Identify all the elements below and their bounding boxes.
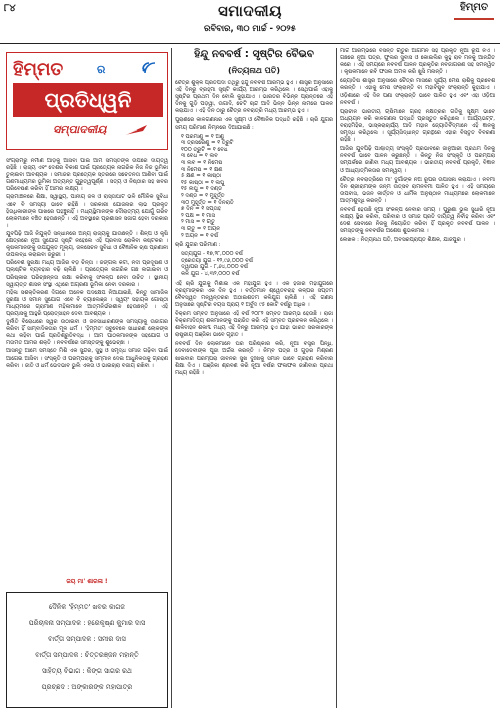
credit-line: ଦୈନିକ 'ହିମ୍ମତ' ଖବର କାଗଜ bbox=[48, 603, 125, 611]
list-item: ଦ୍ୱାପର ଯୁଗ - ୮,୬୪,୦୦୦ ବର୍ଷ bbox=[181, 264, 248, 271]
article-author: (ନିତ୍ୟନାଥ ପତି) bbox=[227, 66, 281, 75]
list-item: ୩ ଋତୁ = ୧ ଅୟନ bbox=[181, 225, 221, 232]
article-paragraph: ଚୈତ୍ର ଶୁକ୍ଳ ପ୍ରତିପଦା ତିଥିରୁ ହିନ୍ଦୁ ନବବର୍ଷ ଆରମ୍ଭ ହୁଏ । ଶାସ୍ତ୍ର ଅନୁସାରେ ଏହି ଦିନରୁ ବ୍ରହ୍ମା ସୃଷ୍ଟି କାର୍ଯ୍ୟ ଆରମ୍ଭ କରିଥିଲେ । ସେଥିପାଇଁ ଏହାକୁ ସୃଷ୍ଟିର ପ୍ରଥମ ଦିନ ବୋଲି କୁହାଯାଏ । ଭାରତର ବିଭିନ୍ନ ପ୍ରାନ୍ତରେ ଏହି ଦିନକୁ ଗୁଡ଼ି ପଡ଼ୱା, ଉଗାଦି, ଚେଟି ଚାନ୍ଦ ଆଦି ଭିନ୍ନ ଭିନ୍ନ ନାମରେ ପାଳନ କରାଯାଏ । ଏହି ଦିନ ଠାରୁ ଚୈତ୍ର ନବରାତ୍ରି ମଧ୍ୟ ଆରମ୍ଭ ହୁଏ । bbox=[175, 80, 333, 115]
list-item: ୩୦ ମୁହୂର୍ତ୍ତ = ୧ ଦିନରାତି bbox=[181, 199, 234, 206]
article-paragraph: ଚୈତ୍ର ନବରାତ୍ରିରେ ମା' ଦୁର୍ଗାଙ୍କ ନଅ ରୂପର ଉପାସନା କରାଯାଏ । ନବମୀ ଦିନ ଶ୍ରୀରାମଙ୍କ ଜନ୍ମ ଉତ୍ସବ ରାମନବମୀ ପାଳିତ ହୁଏ । ଏହି ସମୟରେ ଉପବାସ, ଭଜନ କୀର୍ତ୍ତନ ଓ ଧାର୍ମିକ ଅନୁଷ୍ଠାନ ମାଧ୍ୟମରେ ଲୋକମାନେ ଆତ୍ମଶୁଦ୍ଧି କରନ୍ତି । bbox=[340, 176, 495, 204]
author-note: ଲେଖକ : ନିତ୍ୟନାଥ ପତି, ଅବସରପ୍ରାପ୍ତ ଶିକ୍ଷକ, ଯାଜପୁର । bbox=[340, 237, 465, 244]
list-item: ସତ୍ୟଯୁଗ - ୧୭,୨୮,୦୦୦ ବର୍ଷ bbox=[181, 251, 243, 258]
editorial-text bbox=[6, 158, 168, 582]
banner-title-suffix: ର bbox=[97, 63, 106, 76]
article-paragraph: ଜ୍ୟୋତିଷ ଶାସ୍ତ୍ର ଅନୁସାରେ ଚୈତ୍ର ମାସରେ ସୂର୍ଯ୍ୟ ମେଷ ରାଶିକୁ ପ୍ରବେଶ କରନ୍ତି । ଏହାକୁ ମେଷ ସଂକ୍ରାନ୍ତି ବା ମହାବିଷୁବ ସଂକ୍ରାନ୍ତି କୁହାଯାଏ । ଓଡ଼ିଶାରେ ଏହି ଦିନ ପଣା ସଂକ୍ରାନ୍ତି ଭାବେ ପାଳିତ ହୁଏ ଏବଂ ଏହା ଓଡ଼ିଆ ନବବର୍ଷ । bbox=[340, 78, 495, 106]
right-column bbox=[340, 48, 495, 708]
credit-line: ପରିଚାଳନା ସମ୍ପାଦକ : ହରେକୃଷ୍ଣ କୁମାର ଦାସ bbox=[28, 619, 146, 627]
article-paragraph: ବିକ୍ରମ ସମ୍ବତ ଅନୁସାରେ ଏହି ବର୍ଷ ୨୦୮୨ ସମ୍ବତ ଆରମ୍ଭ ହେଉଛି । ରାଜା ବିକ୍ରମାଦିତ୍ୟ ଶକମାନଙ୍କୁ ପରାଜିତ କରି ଏହି ସମ୍ବତ ପ୍ରଚଳନ କରିଥିଲେ । ଶାଳିବାହନ ଶକାବ୍ଦ ମଧ୍ୟ ଏହି ଦିନରୁ ଆରମ୍ଭ ହୁଏ ଯାହା ଭାରତ ସରକାରଙ୍କ ରାଷ୍ଟ୍ରୀୟ ପଞ୍ଜିକା ଭାବେ ଗୃହୀତ । bbox=[175, 311, 333, 339]
editorial-paragraph: ପରିବେଶ ସୁରକ୍ଷା ମଧ୍ୟ ଆଜିର ବଡ଼ ଚିନ୍ତା । ଜଙ୍ଗଲ କଟା, ନଦୀ ପ୍ରଦୂଷଣ ଓ ପ୍ଲାଷ୍ଟିକ ବ୍ୟବହାର ବଢ଼ି ଚାଲିଛି । ପ୍ରତ୍ୟେକ ନାଗରିକ ଗଛ ଲଗାଇବା ଓ ପରିଷ୍କାର ପରିଚ୍ଛନ୍ନତା ରକ୍ଷା କରିବାକୁ ସଂକଳ୍ପ ନେବା ଉଚିତ । ସ୍ଥାନୀୟ ସ୍ୱାୟତ୍ତ ଶାସନ ସଂସ୍ଥା ଏଥିରେ ଅଗ୍ରଣୀ ଭୂମିକା ନେବା ଦରକାର । bbox=[6, 260, 168, 288]
editorial-paragraph: ଗ୍ରାମାଞ୍ଚଳରେ ଶିକ୍ଷା, ସ୍ୱାସ୍ଥ୍ୟ, ପାନୀୟ ଜଳ ଓ ରାସ୍ତାଘାଟ ଭଳି ମୌଳିକ ସୁବିଧା ଏବେ ବି ସମସ୍ୟା ଭାବେ ରହିଛି । ସରକାରୀ ଯୋଜନାର ଲାଭ ପ୍ରକୃତ ହିତାଧିକାରୀଙ୍କ ପାଖରେ ପହଞ୍ଚୁନାହିଁ । ମଧ୍ୟସ୍ଥିମାନଙ୍କ ଦୌରାତ୍ମ୍ୟ ଯୋଗୁଁ ଗରିବ ଲୋକମାନେ ବଞ୍ଚିତ ହେଉଛନ୍ତି । ଏହି ଅବସ୍ଥାରେ ପ୍ରଶାସନ ସଜାଗ ହେବା ଦରକାର । bbox=[6, 194, 168, 229]
list-item: ୧୫ କାଷ୍ଠା = ୧ ଲଘୁ bbox=[181, 179, 225, 186]
credit-line: ବାର୍ତ୍ତା ସମ୍ପାଦକ : ସମୀର ଦାସ bbox=[48, 635, 126, 643]
list-item: ୧୫ ଲଘୁ = ୧ ଦଣ୍ଡ bbox=[181, 186, 222, 193]
column-divider bbox=[336, 48, 337, 708]
credit-line: ପ୍ରଚ୍ଛଦ : ଅଙ୍କାରଙ୍କ ମହାପାତ୍ର bbox=[41, 683, 133, 691]
time-units-list bbox=[181, 134, 333, 240]
article-title: ହିନ୍ଦୁ ନବବର୍ଷ : ସୃଷ୍ଟିର ବୈଭବ bbox=[194, 48, 314, 60]
banner-title-line2: ପ୍ରତିଧ୍ୱନି bbox=[13, 83, 163, 117]
quill-pen-icon bbox=[123, 123, 149, 137]
editorial-paragraph: ଦୁର୍ନୀତି ବିରୋଧରେ ସ୍ୱର ଉଠାଇବା ଓ ଜନସାଧାରଣଙ୍କ ସମସ୍ୟାକୁ ଉଜାଗର କରିବା ହିଁ ସାମ୍ବାଦିକତାର ମୂଳ ଧର୍ମ । 'ହିମ୍ମତ' ସବୁବେଳେ ସାଧାରଣ ଲୋକଙ୍କ କଥା କହିବା ପାଇଁ ପ୍ରତିଶ୍ରୁତିବଦ୍ଧ । ଆମ ପାଠକମାନଙ୍କ ସହଯୋଗ ଓ ମତାମତ ଆମର ଶକ୍ତି । ନବବର୍ଷରେ ସମସ୍ତଙ୍କୁ ଶୁଭେଚ୍ଛା । bbox=[6, 319, 168, 347]
article-paragraph: ମାର୍ଚ୍ଚ ଆରମ୍ଭରେ ବସନ୍ତ ଋତୁର ଆଗମନ ସହ ପ୍ରକୃତି ନୂଆ ରୂପ ନିଏ । ଗଛରେ ନୂଆ ପତ୍ର, ଫୁଲର ସୁବାସ ଓ କୋଇଲିର କୁହୁ ରାବ ମନକୁ ଆନନ୍ଦିତ କରେ । ଏହି ସମୟରେ ନବବର୍ଷ ପାଳନ ପ୍ରକୃତିର ନବଜାଗରଣ ସହ ସମନ୍ୱିତ । କୃଷକମାନେ ରବି ଫସଲ ଅମଳ କରି ଖୁସି ମନାନ୍ତି । bbox=[340, 48, 495, 76]
list-item: ୩ ତ୍ରସରେଣୁ = ୧ ତ୍ରୁଟି bbox=[181, 140, 234, 147]
credits-box bbox=[6, 592, 168, 708]
page-number: ୮୪ bbox=[4, 3, 16, 14]
list-item: ୧୦୦ ତ୍ରୁଟି = ୧ ବେଧ bbox=[181, 146, 228, 153]
left-column bbox=[6, 52, 168, 708]
editorial-paragraph: ସଂଗ୍ରାମରୁ ନିର୍ମାଣ ଆଡ଼କୁ ଆସିବା ପାଇଁ ଆମ ସମସ୍ତଙ୍କ ଉପରେ ଦାୟିତ୍ୱ ରହିଛି । ରାଜ୍ୟ ଏବଂ ଦେଶର ବିକାଶ ପାଇଁ ପ୍ରତ୍ୟେକ ନାଗରିକ ନିଜ ନିଜ ଭୂମିକା ତୁଲାଇବା ଆବଶ୍ୟକ । ସମାଜର ପ୍ରତ୍ୟେକ ସ୍ତରରେ ସଚେତନତା ଆଣିବା ପାଇଁ ଗଣମାଧ୍ୟମର ଭୂମିକା ଅତ୍ୟନ୍ତ ଗୁରୁତ୍ୱପୂର୍ଣ୍ଣ । ସତ୍ୟ ଓ ନିଷ୍ଠାର ସହ ଖବର ପରିବେଷଣ କରିବା ହିଁ ଆମର ଲକ୍ଷ୍ୟ । bbox=[6, 158, 168, 193]
article-paragraph: ନବବର୍ଷ ଦିନ ଲୋକମାନେ ଘର ପରିଷ୍କାର କରି, ନୂଆ ବସ୍ତ୍ର ପିନ୍ଧି, ଦେବାଦେବୀଙ୍କ ପୂଜା ଅର୍ଚ୍ଚନା କରନ୍ତି । ନିମ୍ବ ପତ୍ର ଓ ଗୁଡ଼ର ମିଶ୍ରଣ ଖାଇବାର ପରମ୍ପରା ଜୀବନର ସୁଖ ଦୁଃଖକୁ ସମାନ ଭାବେ ଗ୍ରହଣ କରିବାର ଶିକ୍ଷା ଦିଏ । ପଞ୍ଜିକା ଶ୍ରବଣ କରି ନୂଆ ବର୍ଷର ଫଳାଫଳ ଜାଣିବାର ପ୍ରଥା ମଧ୍ୟ ରହିଛି । bbox=[175, 341, 333, 376]
list-item: ୩ ନିମେଷ = ୧ କ୍ଷଣ bbox=[181, 166, 223, 173]
list-item: ୨ ପକ୍ଷ = ୧ ମାସ bbox=[181, 212, 216, 219]
list-item: ୨ ମାସ = ୧ ଋତୁ bbox=[181, 219, 215, 226]
banner-title-line1: ହିମ୍ମତ bbox=[13, 59, 64, 80]
list-item: ୧ ପରମାଣୁ = ୧ ଅଣୁ bbox=[181, 133, 224, 140]
middle-column bbox=[175, 48, 333, 708]
newspaper-logo: ହିମ୍ମତ bbox=[454, 2, 494, 20]
list-item: ୨ ଦଣ୍ଡ = ୧ ମୁହୂର୍ତ୍ତ bbox=[181, 193, 225, 199]
broadcast-waves-icon bbox=[139, 59, 159, 79]
list-item: ୨ ଅୟନ = ୧ ବର୍ଷ bbox=[181, 232, 218, 239]
editorial-paragraph: ଯୁବପିଢ଼ି ଆଜି ନିଯୁକ୍ତି ସନ୍ଧାନରେ ଅନ୍ୟ ରାଜ୍ୟକୁ ଯାଉଛନ୍ତି । ଶିଳ୍ପ ଓ କୃଷି କ୍ଷେତ୍ରରେ ନୂଆ ସୁଯୋଗ ସୃଷ୍ଟି ନହେଲେ ଏହି ପ୍ରବାସ ରୋକିବା କଷ୍ଟକର । କୃଷକମାନଙ୍କୁ ଉପଯୁକ୍ତ ମୂଲ୍ୟ, ଜଳସେଚନ ସୁବିଧା ଓ ବୈଜ୍ଞାନିକ ଚାଷ ପ୍ରଣାଳୀ ଉପଲବ୍ଧ କରାଇବା ଜରୁରୀ । bbox=[6, 230, 168, 259]
list-item: ତ୍ରେତୟା ଯୁଗ - ୧୨,୯୬,୦୦୦ ବର୍ଷ bbox=[181, 257, 253, 264]
list-item: କଳି ଯୁଗ - ୪,୩୨,୦୦୦ ବର୍ଷ bbox=[181, 271, 240, 278]
article-paragraph: ନବବର୍ଷ ହେଉଛି ନୂଆ ସଂକଳ୍ପ ନେବାର ସମୟ । ପୁରୁଣା ଭୁଲ ସୁଧାରି ନୂଆ ଲକ୍ଷ୍ୟ ସ୍ଥିର କରିବା, ପରିବାର ଓ ସମାଜ ପ୍ରତି ଦାୟିତ୍ୱ ନିର୍ବାହ କରିବା ଏବଂ ଦେଶ ସେବାରେ ନିଜକୁ ନିୟୋଜିତ କରିବା ହିଁ ପ୍ରକୃତ ନବବର୍ଷ ପାଳନ । ସମସ୍ତଙ୍କୁ ନବବର୍ଷର ଅଶେଷ ଶୁଭକାମନା । bbox=[340, 206, 495, 235]
banner-subtitle: ସମ୍ପାଦକୀୟ bbox=[53, 123, 107, 136]
section-masthead: ସମାଦକୀୟ bbox=[218, 2, 282, 20]
list-item: ୭ ଦିନ = ୧ ସପ୍ତାହ bbox=[181, 206, 221, 213]
editorial-paragraph: ମହିଳା ସଶକ୍ତିକରଣ ଦିଗରେ ଅନେକ ପଦକ୍ଷେପ ନିଆଯାଇଛି, କିନ୍ତୁ ସାମାଜିକ ସୁରକ୍ଷା ଓ ସମାନ ସୁଯୋଗ ଏବେ ବି ଚ୍ୟାଲେଞ୍ଜ । ସ୍ୱୟଂ ସହାୟକ ଗୋଷ୍ଠୀ ମାଧ୍ୟମରେ ଗ୍ରାମୀଣ ମହିଳାମାନେ ଆତ୍ମନିର୍ଭରଶୀଳ ହେଉଛନ୍ତି । ଏହି ପ୍ରୟାସକୁ ଆହୁରି ପ୍ରୋତ୍ସାହନ ଦେବା ଆବଶ୍ୟକ । bbox=[6, 289, 168, 317]
editorial-paragraph: ଆସନ୍ତୁ ଆମେ ସମସ୍ତେ ମିଶି ଏକ ସୁନ୍ଦର, ସୁସ୍ଥ ଓ ସମୃଦ୍ଧ ସମାଜ ଗଢ଼ିବା ପାଇଁ ଆଗେଇ ଆସିବା । ସଂସ୍କୃତି ଓ ପରମ୍ପରାକୁ ସମ୍ମାନ ଦେଇ ଆଧୁନିକତାକୁ ଗ୍ରହଣ କରିବା । ଜାତି ଓ ଧର୍ମ ଭେଦଭାବ ଭୁଲି ଏକତା ଓ ଭାଇଚାରା ବଜାୟ ରଖିବା । bbox=[6, 348, 168, 369]
article-paragraph: ପ୍ରାଚୀନ ଭାରତୀୟ ଋଷିମାନେ ଗ୍ରହ ନକ୍ଷତ୍ରର ଗତିକୁ ସୂକ୍ଷ୍ମ ଭାବେ ଅଧ୍ୟୟନ କରି କାଳଗଣନା ପଦ୍ଧତି ପ୍ରସ୍ତୁତ କରିଥିଲେ । ଆର୍ଯ୍ୟଭଟ୍ଟ, ବରାହମିହିର, ଭାସ୍କରାଚାର୍ଯ୍ୟ ଆଦି ମହାନ ଜ୍ୟୋତିର୍ବିଦ୍ମାନେ ଏହି ଜ୍ଞାନକୁ ସମୃଦ୍ଧ କରିଥିଲେ । ସୂର୍ଯ୍ୟସିଦ୍ଧାନ୍ତ ଗ୍ରନ୍ଥରେ ଏହାର ବିସ୍ତୃତ ବିବରଣୀ ରହିଛି । bbox=[340, 108, 495, 144]
list-item: ୩ ଲବ = ୧ ନିମେଷ bbox=[181, 160, 223, 167]
column-divider bbox=[171, 48, 172, 708]
article-paragraph: ଏହି ଚାରି ଯୁଗକୁ ମିଶାଇ ଏକ ମହାଯୁଗ ହୁଏ । ଏକ ହଜାର ମହାଯୁଗରେ ବ୍ରହ୍ମାଙ୍କର ଏକ ଦିନ ହୁଏ । ବର୍ତ୍ତମାନ ଶ୍ୱେତବରାହ କଳ୍ପର ସପ୍ତମ ବୈବସ୍ୱତ ମନ୍ୱନ୍ତରର ଅଠାଇଶତମ କଳିଯୁଗ ଚାଲିଛି । ଏହି ଗଣନା ଅନୁସାରେ ସୃଷ୍ଟିର ବୟସ ପ୍ରାୟ ୧ ଅର୍ବୁଦ ୯୫ କୋଟି ବର୍ଷରୁ ଅଧିକ । bbox=[175, 280, 333, 308]
article-body bbox=[175, 80, 333, 708]
dateline: ରବିବାର, ୩୦ ମାର୍ଚ୍ଚ - ୨୦୨୫ bbox=[204, 24, 296, 34]
list-item: ୩ ବେଧ = ୧ ଲବ bbox=[181, 153, 218, 160]
editorial-signoff: ଜୟ ମା' ଶାରଳା ! bbox=[66, 578, 108, 585]
page-header bbox=[0, 0, 500, 44]
credit-line: ସାହିତ୍ୟ ବିଭାଗ : କିଙ୍ଗ ସାଗର ରଥ bbox=[42, 667, 132, 675]
editorial-banner bbox=[6, 52, 168, 150]
credit-line: ବାର୍ତ୍ତା ସମ୍ପାଦକ : ଚିତ୍ତରଞ୍ଜନ ମହାନ୍ତି bbox=[35, 651, 139, 659]
article-paragraph: ଆଜିର ଯୁବପିଢ଼ି ପାଶ୍ଚାତ୍ୟ ସଂସ୍କୃତି ପ୍ରଭାବରେ ଜାନୁଆରୀ ପ୍ରଥମ ଦିନକୁ ନବବର୍ଷ ଭାବେ ପାଳନ କରୁଛନ୍ତି । କିନ୍ତୁ ନିଜ ସଂସ୍କୃତି ଓ ପରମ୍ପରା ସମ୍ପର୍କରେ ଜାଣିବା ମଧ୍ୟ ଆବଶ୍ୟକ । ଭାରତୀୟ ନବବର୍ଷ ପ୍ରକୃତି, ବିଜ୍ଞାନ ଓ ଆଧ୍ୟାତ୍ମିକତାର ସମନ୍ୱୟ । bbox=[340, 146, 495, 174]
yuga-list bbox=[181, 251, 333, 277]
article-paragraph: ପୁରାଣରେ କାଳଗଣନାର ଏକ ସୂକ୍ଷ୍ମ ଓ ବୈଜ୍ଞାନିକ ପଦ୍ଧତି ରହିଛି । ଚାରି ଯୁଗର ସମୟ ପରିମାଣ ନିମ୍ନରେ ଦିଆଯାଇଛି : bbox=[175, 117, 333, 131]
list-item: ୫ କ୍ଷଣ = ୧ କାଷ୍ଠା bbox=[181, 173, 221, 180]
yuga-heading: ଚାରି ଯୁଗର ପରିମାଣ : bbox=[175, 242, 221, 249]
